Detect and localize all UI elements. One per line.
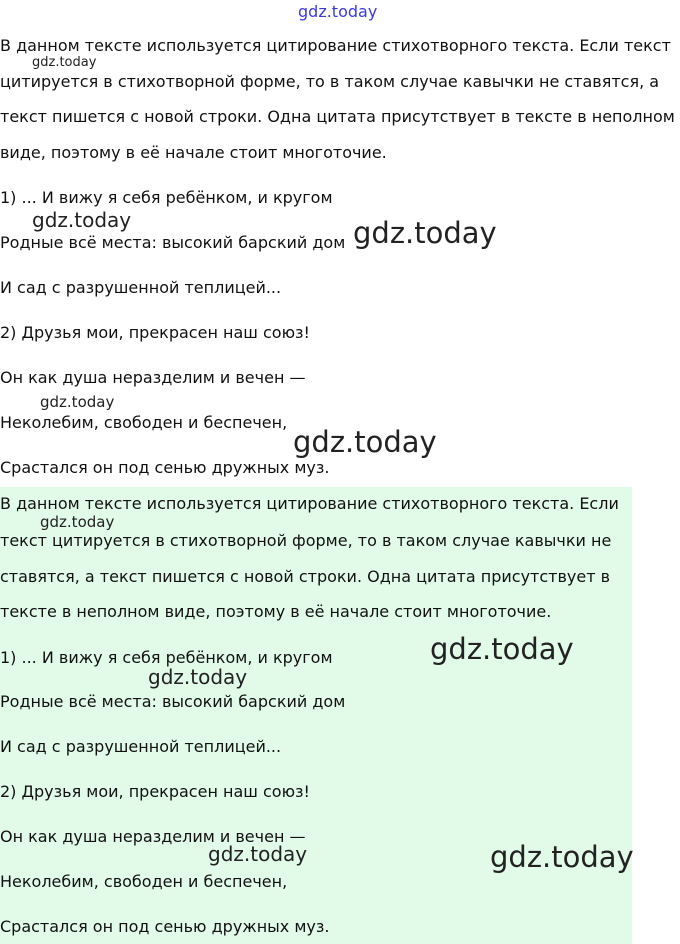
quote-line: 1) ... И вижу я себя ребёнком, и кругом bbox=[0, 648, 333, 667]
paragraph-line: текст пишется с новой строки. Одна цитата присутствует в тексте в неполном bbox=[0, 107, 675, 126]
watermark: gdz.today bbox=[430, 632, 574, 666]
paragraph-line: виде, поэтому в её начале стоит многоточие. bbox=[0, 143, 387, 162]
quote-line: И сад с разрушенной теплицей... bbox=[0, 737, 282, 756]
quote-line: Срастался он под сенью дружных муз. bbox=[0, 458, 330, 477]
watermark: gdz.today bbox=[32, 55, 97, 70]
watermark: gdz.today bbox=[40, 393, 115, 411]
quote-line: 2) Друзья мои, прекрасен наш союз! bbox=[0, 323, 310, 342]
header-watermark: gdz.today bbox=[298, 2, 378, 21]
quote-line: И сад с разрушенной теплицей... bbox=[0, 278, 282, 297]
watermark: gdz.today bbox=[32, 208, 132, 232]
watermark: gdz.today bbox=[353, 216, 497, 250]
quote-line: Неколебим, свободен и беспечен, bbox=[0, 872, 288, 891]
watermark: gdz.today bbox=[148, 665, 248, 689]
watermark: gdz.today bbox=[293, 425, 437, 459]
watermark: gdz.today bbox=[40, 513, 115, 531]
quote-line: Срастался он под сенью дружных муз. bbox=[0, 917, 330, 936]
quote-line: Неколебим, свободен и беспечен, bbox=[0, 413, 288, 432]
quote-line: Родные всё места: высокий барский дом bbox=[0, 233, 346, 252]
paragraph-line: тексте в неполном виде, поэтому в её начале стоит многоточие. bbox=[0, 602, 552, 621]
quote-line: Он как душа неразделим и вечен — bbox=[0, 827, 306, 846]
paragraph-line: В данном тексте используется цитирование стихотворного текста. Если bbox=[0, 494, 619, 513]
quote-line: 2) Друзья мои, прекрасен наш союз! bbox=[0, 782, 310, 801]
paragraph-line: цитируется в стихотворной форме, то в таком случае кавычки не ставятся, а bbox=[0, 72, 660, 91]
quote-line: Родные всё места: высокий барский дом bbox=[0, 692, 346, 711]
paragraph-line: В данном тексте используется цитирование стихотворного текста. Если текст bbox=[0, 36, 671, 55]
watermark: gdz.today bbox=[208, 842, 308, 866]
paragraph-line: текст цитируется в стихотворной форме, то в таком случае кавычки не bbox=[0, 531, 612, 550]
quote-line: Он как душа неразделим и вечен — bbox=[0, 368, 306, 387]
paragraph-line: ставятся, а текст пишется с новой строки. Одна цитата присутствует в bbox=[0, 567, 611, 586]
quote-line: 1) ... И вижу я себя ребёнком, и кругом bbox=[0, 188, 333, 207]
watermark: gdz.today bbox=[490, 840, 634, 874]
